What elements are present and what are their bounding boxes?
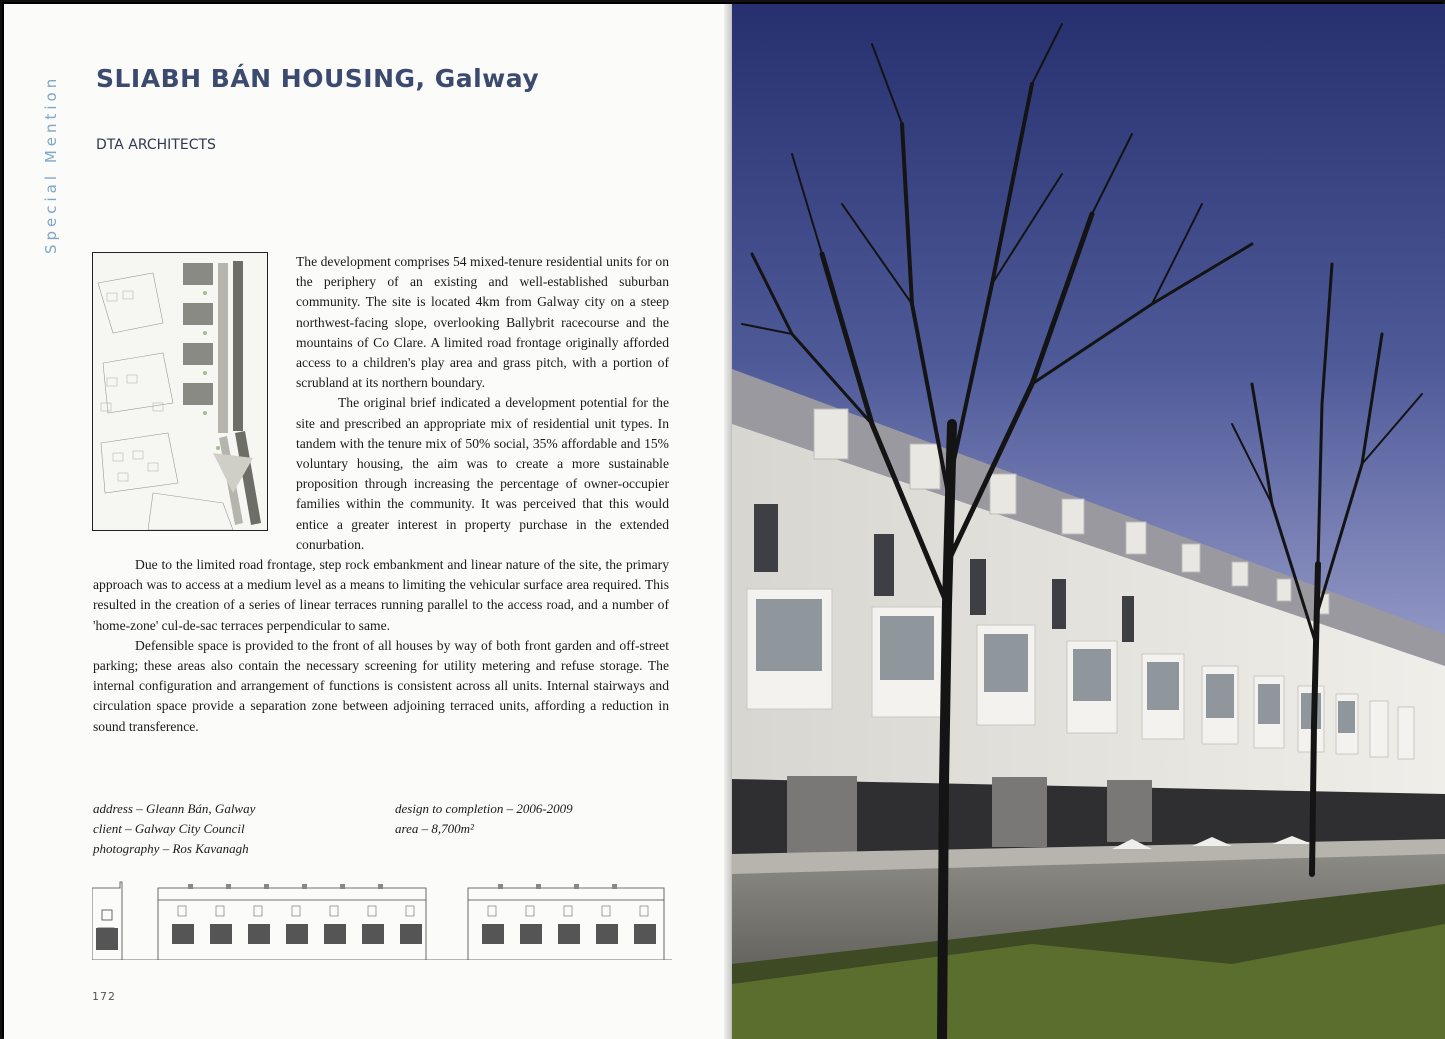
credit-completion: design to completion – 2006-2009 xyxy=(395,801,573,816)
paragraph-4: Defensible space is provided to the front of all houses by way of both front garden and off-street parking; these areas also contain the necessary screening for utility metering and refuse storage. The internal configuration and arrangement of functions is consistent across all units. Internal stairways and circulation space provide a separation zone between adjoining terraced units, affording a reduction in sound transference. xyxy=(93,637,669,734)
paragraph-2: The original brief indicated a development potential for the site and prescribed an appropriate mix of residential unit types. In tandem with the tenure mix of 50% social, 35% affordable and 15% voluntary housing, the aim was to create a more sustainable proposition through increasing the percentage of owner-occupier families within the community. It was perceived that this would entice a greater interest in property purchase in the extended conurbation. xyxy=(296,395,669,552)
credits-right xyxy=(395,799,573,839)
credit-photography: photography – Ros Kavanagh xyxy=(93,841,249,856)
elevation-svg xyxy=(92,880,672,960)
credit-client: client – Galway City Council xyxy=(93,821,245,836)
credit-area: area – 8,700m² xyxy=(395,821,474,836)
left-page xyxy=(4,4,728,1039)
section-label: Special Mention xyxy=(42,74,60,254)
architect-name: DTA ARCHITECTS xyxy=(96,137,216,153)
photo-svg xyxy=(732,4,1445,1039)
page-title: SLIABH BÁN HOUSING, Galway xyxy=(96,64,540,93)
housing-photograph xyxy=(732,4,1445,1039)
credit-address: address – Gleann Bán, Galway xyxy=(93,801,256,816)
paragraph-3: Due to the limited road frontage, step rock embankment and linear nature of the site, the primary approach was to access at a medium level as a means to limiting the vehicular surface area required. This resulted in the creation of a series of linear terraces running parallel to the access road, and a number of 'home-zone' cul-de-sac terraces perpendicular to same. xyxy=(93,557,669,633)
elevation-drawings xyxy=(92,880,672,960)
text-wrap-space xyxy=(93,252,296,555)
page-number: 172 xyxy=(92,990,116,1003)
body-text xyxy=(93,252,669,737)
paragraph-1: The development comprises 54 mixed-tenure residential units for on the periphery of an existing and well-established suburban community. The site is located 4km from Galway city on a steep northwest-facing slope, overlooking Ballybrit racecourse and the mountains of Co Clare. A limited road frontage originally afforded access to a children's play area and grass pitch, with a portion of scrubland at its northern boundary. xyxy=(296,254,669,391)
credits-left xyxy=(93,799,255,859)
